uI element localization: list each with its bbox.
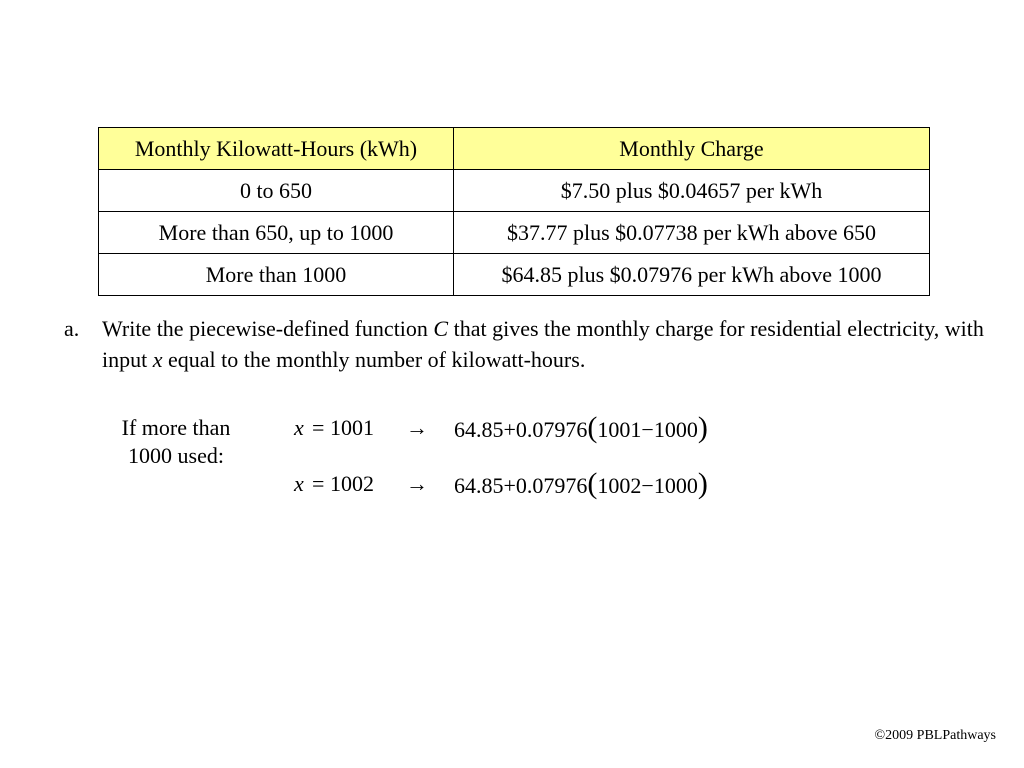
eq-input: 1001 — [330, 415, 374, 440]
question-letter: a. — [64, 316, 80, 341]
question-a — [64, 313, 984, 375]
eq-b: 1000 — [653, 417, 698, 442]
arrow-icon: → — [406, 415, 428, 440]
eq-equals: = — [312, 471, 325, 496]
header-charge: Monthly Charge — [454, 128, 930, 170]
arrow-icon: → — [406, 471, 428, 496]
eq-base: 64.85 — [454, 417, 504, 442]
eq-plus: + — [503, 417, 516, 442]
eq-input: 1002 — [330, 471, 374, 496]
header-kwh: Monthly Kilowatt-Hours (kWh) — [99, 128, 454, 170]
table-row — [99, 254, 930, 296]
eq-a: 1002 — [597, 473, 642, 498]
question-text — [102, 313, 984, 375]
condition-label: If more than 1000 used: — [121, 415, 231, 468]
cell-charge: $64.85 plus $0.07976 per kWh above 1000 — [454, 254, 930, 296]
cell-kwh-range: More than 650, up to 1000 — [99, 212, 454, 254]
eq-expression — [454, 468, 708, 502]
question-text-part: equal to the monthly number of kilowatt-hours. — [162, 347, 586, 372]
question-text-part: that gives the monthly charge for residential electricity, with input — [102, 316, 984, 372]
eq-close-paren: ) — [697, 467, 708, 500]
table-row — [99, 212, 930, 254]
eq-minus: − — [641, 417, 654, 442]
variable-c: C — [433, 316, 449, 341]
eq-rate: 0.07976 — [515, 473, 588, 498]
cell-charge: $37.77 plus $0.07738 per kWh above 650 — [454, 212, 930, 254]
cell-charge: $7.50 plus $0.04657 per kWh — [454, 170, 930, 212]
eq-rate: 0.07976 — [515, 417, 588, 442]
rate-table — [98, 127, 930, 296]
eq-variable: x — [294, 471, 304, 496]
copyright-footer: ©2009 PBLPathways — [874, 728, 996, 743]
variable-x: x — [152, 347, 163, 372]
eq-expression — [454, 412, 708, 446]
eq-plus: + — [503, 473, 516, 498]
eq-minus: − — [641, 473, 654, 498]
eq-open-paren: ( — [587, 467, 598, 500]
eq-b: 1000 — [653, 473, 698, 498]
table-header-row — [99, 128, 930, 170]
cell-kwh-range: 0 to 650 — [99, 170, 454, 212]
question-text-part: Write the piecewise-defined function — [102, 316, 434, 341]
eq-close-paren: ) — [697, 411, 708, 444]
cell-kwh-range: More than 1000 — [99, 254, 454, 296]
eq-base: 64.85 — [454, 473, 504, 498]
eq-a: 1001 — [597, 417, 642, 442]
eq-open-paren: ( — [587, 411, 598, 444]
eq-variable: x — [294, 415, 304, 440]
eq-equals: = — [312, 415, 325, 440]
table-row — [99, 170, 930, 212]
